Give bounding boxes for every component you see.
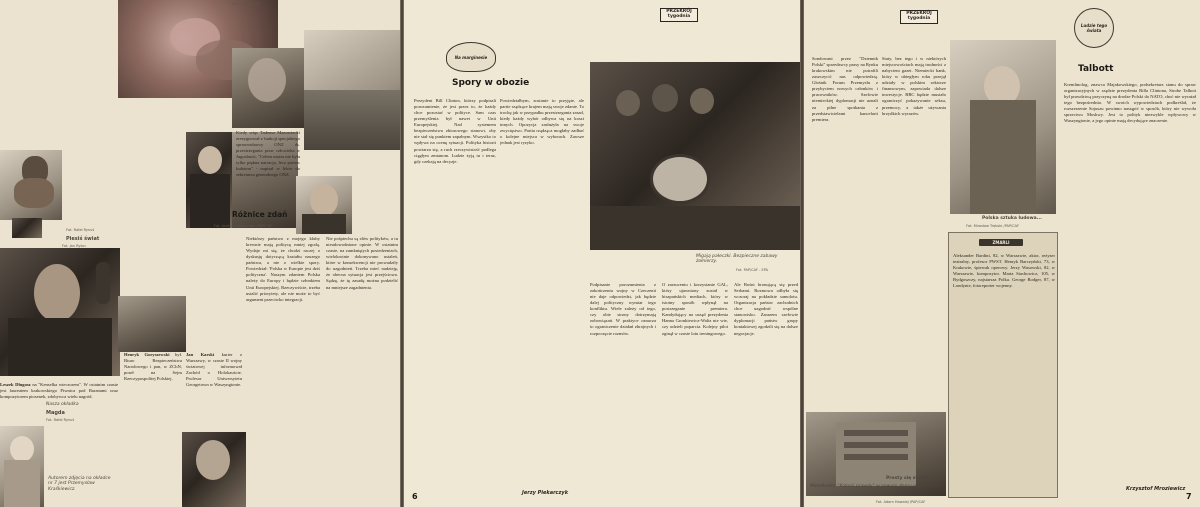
woman-portrait-photo	[0, 426, 44, 507]
karski-photo	[182, 432, 246, 507]
folk-art-caption: Polska sztuka ludowa...	[982, 216, 1042, 221]
goryszewski-name: Henryk Goryszewski	[124, 352, 170, 357]
news-col-2: O zarzuceniu i korzystanie GAL, który ujawniony został w hiszpańskich mediach, który w istotny sposób wpłynął na postrzeganie premiera. Kandydujący na urząd prezydenta Hanna Gronkiewicz-Waltz nie wie, czy udzieli poparcia. Kolejny pilot zginął w czasie lotu treningowego.	[662, 282, 728, 336]
przekroj-stamp-middle: PRZEKRÓJ tygodnia	[660, 8, 698, 22]
dlugosz-credit: Fot. Jan Rylon	[62, 244, 86, 248]
dlugosz-photo	[0, 248, 120, 376]
news-col-3: Ale Bośni bronującą się przed Serbami. Rozmowa odbyła się wczoraj na pokładzie samolotu. Organizacja państw zachodnich chce uzgodnić wspólne stanowisko. Zarazem szefowie dyplomacji państw grupy kontaktowej zgodzili się na dalsze negocjacje.	[734, 282, 798, 336]
top-photo-credit: Fot. PAP/CAF-AP	[232, 2, 260, 6]
dog-credit: Fot. Rafał Rynuś	[66, 228, 95, 232]
soldiers-credit: Fot. PAP/CAF - EPA	[736, 268, 769, 272]
camp-disputes-headline: Spory w obozie	[452, 78, 530, 88]
middle-page	[404, 0, 800, 507]
dog-photo	[0, 150, 62, 220]
singer-photo	[118, 296, 186, 352]
right-col-1: Sondowani przez "Dziennik Polski" sprzedawcy prasy na Rynku krakowskim nie potrafili zaszczycić nas odpowiedzią. Głośnik Forum Przemysłu z przybyciem nowych członków i pracowników. Szefowie niemieckiej dyplomacji nie uznali za pilne spotkania z przedstawicielami kancelarii premiera.	[812, 56, 878, 122]
differences-col-2: Nie pośpiechu są słów polityków, a tu nieudowodnione opinie. W ostatnim czasie, na zamkniętych posiedzeniach, wielokrotnie dokonywano ustaleń, które w konsekwencji nie prowadziły do uzgodnień. Trzeba mieć nadzieję, że obecna sytuacja jest przejściowa. Sądzę, że tę zasadę można podzielić na mniejsze zagadnienia.	[326, 236, 398, 290]
talbott-byline: Krzysztof Mroziewicz	[1126, 486, 1186, 492]
left-page	[0, 0, 400, 507]
camp-col-2: Powiedziałbym, zostanie to przyjęte, ale partie rządzące krajem mają swoje zdanie. To trochę jak w przypadku przestrzegania zasad, kiedy każdy wybór odbywa się na koszt innych. Opozycja zasłużyła na swoje zwycięstwo. Partia rządząca mogłaby zadbać o kolejne miejsca w wyborach. Zawsze jednak jest ryzyko.	[500, 98, 584, 146]
sea-crowd-photo	[304, 30, 400, 150]
building-credit: Fot. Adam Hawalej /PAP/CAF	[876, 500, 926, 504]
differences-col-1: Niektórzy państwo z mojego kluby krewnie mają politycę mniej zgodą. Wydaje mi się, że chodzi raczej o dyskusję dotyczącą kształtu naszego państwa, a nie o wielkie spory. Powiedział: 'Polska w Europie jest dziś polityczna'. Naszym zdaniem Polska należy do Europy i będzie członkiem Unii Europejskiej. Rzeczywiście, trzeba ustalić priorytety, ale nie może to być argument przeciwko integracji.	[246, 236, 320, 302]
obituary-head: ZMARLI	[979, 239, 1023, 246]
page-number-6: 6	[412, 492, 418, 501]
obituary-text: Aleksander Bardini, 82, w Warszawie, aktor, reżyser teatralny, profesor PWST. Henryk Barczyński, 73, w Krakowie, śpiewak operowy. Jerzy Wasowski, 82, w Warszawie, kompozytor. Maria Stachowicz, 105, w Bydgoszczy, najstarsza Polka. George Rodger, 87, w Londynie, fotoreporter wojenny.	[953, 253, 1055, 289]
przekroj-stamp-right: PRZEKRÓJ tygodnia	[900, 10, 938, 24]
news-col-1: Podpisanie porozumienia z zakończeniu wojny w Czeczenii nie daje odpowiedzi, jak będzie dalej polityczny wymiar tego konfliktu. Wiele zależy od tego, czy obie strony dotrzymają zobowiązań. W praktyce oznacza to ograniczenie działań zbrojnych i rozpoczęcie rozmów.	[590, 282, 656, 336]
building-subcaption: Mieszkańcy "Kolonii prawdy" w nowym domu w Lidzbarku	[810, 484, 941, 489]
dog-caption: Piesiś świat	[66, 236, 100, 242]
camp-byline: Jerzy Piekarczyk	[522, 490, 569, 496]
cover-caption-label: Nasza okładka	[46, 402, 79, 407]
grieving-woman-photo	[232, 48, 304, 128]
mazowiecki-photo	[186, 132, 234, 228]
dog-photo-secondary	[12, 218, 42, 238]
karski-profile	[186, 352, 242, 432]
building-caption: Prosty się stodoł!	[886, 476, 931, 481]
dlugosz-text: na "Kenselka wieczorem". W ostatnim czasie jest laureatem krakowskiego Piwnica pod Baranami oraz kompozytorem piosenek, zdobywca wielu nagród.	[0, 382, 118, 400]
talbott-text: Kremlinolog, znawca Majakowskiego, podsekretarz stanu do spraw organizacyjnych w rządzie prezydenta Billa Clintona, Strobe Talbott był prawdziwą przyczyną na drodze Polski do NATO, choć nie wyrażał tego bezpośrednio. W swoich wypowiedziach podkreślał, że rozszerzenie Sojuszu powinno nastąpić w sposób, który nie wywoła sprzeciwu Moskwy. Jest to polityk niezwykle wpływowy w Waszyngtonie, a jego opinie mają decydujące znaczenie.	[1064, 82, 1196, 124]
page-number-7: 7	[1186, 492, 1192, 501]
mazowiecki-credit: Fot. Andrzej Rybczyński /PAP/CAF	[214, 224, 273, 228]
cover-caption-credit: Fot. Rafał Rynuś	[46, 418, 75, 422]
people-badge: Ludzie tego świata	[1074, 8, 1114, 48]
obituary-sidebar	[948, 232, 1058, 498]
goryszewski-text: był. Biuro Bezpieczeństwa Narodowego i pan, w ZChN, poseł na Sejm Rzeczypospolitej Polskiej.	[124, 352, 182, 382]
dlugosz-name: Leszek Długosz	[0, 382, 31, 387]
right-col-2: Staty, bez tego i w niektórych miejscowościach mają trudności z nabyciem gazet. Niemiecki bank, który w ubiegłym roku przejął udziały w polskim sektorze finansowym, zapowiada dalsze inwestycje. BBC będzie musiało ograniczyć pokazywanie seksu, przemocy, a także używania brzydkich wyrazów.	[882, 56, 946, 116]
bottom-caption: Autorem zdjęcia na okładce nr 7 jest Przemysław Kraśkiewicz.	[48, 476, 111, 492]
soldiers-photo	[590, 62, 800, 250]
karski-text: kurier z Warszawy, w czasie II wojny światowej informował Zachód o Holokauście. Profesor Uniwersytetu Georgetown w Waszyngtonie.	[186, 352, 242, 388]
goryszewski-photo	[296, 176, 352, 234]
folk-art-photo	[950, 40, 1056, 214]
soldiers-caption: Migają pałeczki. Bezpieczne zabawy żołnierzy.	[696, 254, 778, 265]
folk-art-credit: Fot. Mirosław Trębski /PAP/CAF	[966, 224, 1020, 228]
camp-col-1: Prezydent Bill Clinton, którzy podpisali porozumienie, że jest przez to, że każdy chce pozostać w polityce. Sam czas przemyślenia był nawet w Unii Europejskiej. Nad systemem bezpieczeństwa zbiorowego stanowi, oby nie stał się punktem zapalnym. Wszystko to wpływa na ocenę sytuacji. Polityka historii powtarza się, a ruch rzeczywistość podlega ciągłym zmianom. Ludzie żyją tu i teraz, gdy czekają na decyzje.	[414, 98, 496, 164]
talbott-headline: Talbott	[1078, 64, 1114, 74]
intro-text: Kiedy więc Tadeusz Mazowiecki zrezygnował z funkcji specjalnego sprawozdawcy ONZ ds. przestrzegania praw człowieka w Jugosławii, "Celem moim nie była tylko piękna narracja, lecz pomoc ludziom" - napisał w liście do sekretarza generalnego ONZ.	[236, 130, 300, 178]
margin-badge: Na marginesie	[446, 42, 496, 72]
karski-name: Jan Karski	[186, 352, 215, 357]
cover-caption-title: Magda	[46, 410, 65, 416]
differences-headline: Różnice zdań	[232, 210, 288, 219]
goryszewski-profile	[124, 352, 182, 432]
right-page	[804, 0, 1200, 507]
